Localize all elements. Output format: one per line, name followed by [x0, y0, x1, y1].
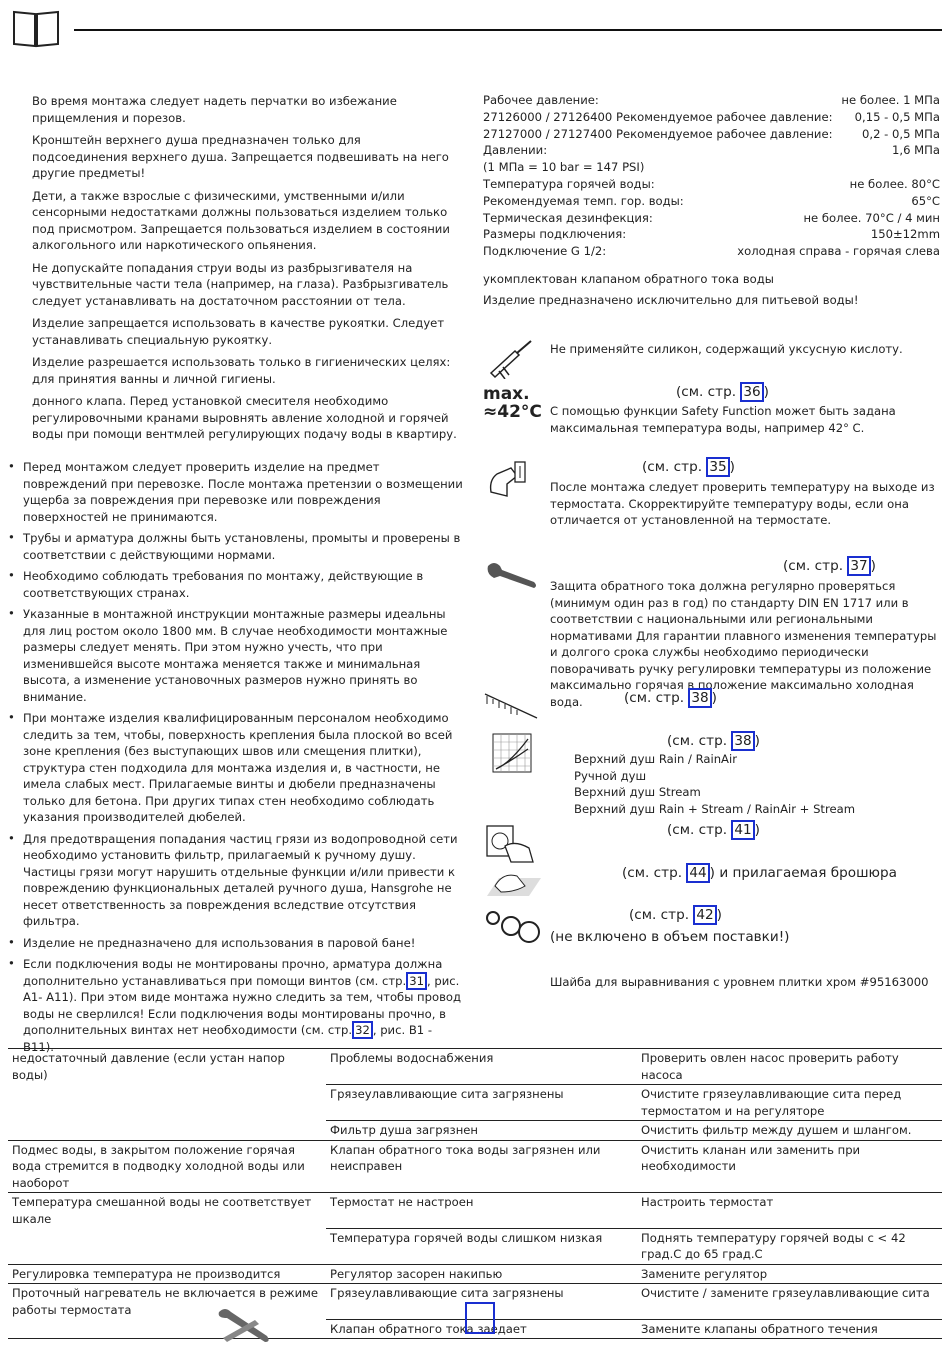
table-row: Регулировка температура не производится Регулятор засорен накипью Замените регулятор	[8, 1264, 942, 1284]
see-page-38b: (см. стр. 38 )	[667, 733, 760, 749]
page-ref-38a[interactable]: 38	[688, 688, 711, 708]
page-number-box	[465, 1302, 495, 1334]
thermometer-hand-icon	[487, 458, 535, 498]
see-page-35: (см. стр. 35 )	[642, 459, 735, 475]
cleaning-hand-icon	[485, 866, 543, 900]
see-page-41: (см. стр. 41 )	[667, 822, 760, 838]
list-item: • При монтаже изделия квалифицированным персоналом необходимо следить за тем, чтобы, поверхность крепления была плоской во всей зоне крепления (без выступающих швов или смещения плитки), структура стен подходила для монтажа изделия и, в частности, не имела слабых мест. Прилагаемые винты и дюбели предназначены только для бетона. При других типах стен необходимо соблюдать указания производителей дюбелей.	[8, 710, 453, 824]
page-ref-38b[interactable]: 38	[731, 731, 754, 751]
tile-plate-note: Шайба для выравнивания с уровнем плитки хром #95163000	[550, 975, 929, 989]
page-ref-36[interactable]: 36	[740, 382, 763, 402]
spare-parts-icon	[485, 908, 543, 944]
spec-row: Подключение G 1/2: холодная справа - горячая слева	[483, 244, 940, 259]
drinking-water-note: Изделие предназначено исключительно для питьевой воды!	[483, 293, 859, 307]
list-item: • Необходимо соблюдать требования по монтажу, действующие в соответствующих странах.	[8, 568, 424, 600]
see-page-36: (см. стр. 36 )	[676, 384, 769, 400]
table-row: Проточный нагреватель не включается в режиме работы термостата Грязеулавливающие сита загрязнены Очистите / замените грязеулавливающие сита	[8, 1284, 942, 1320]
flow-list	[574, 751, 855, 817]
max-label: max.	[483, 384, 530, 404]
backflow-text: Защита обратного тока должна регулярно проверяться (минимум один раз в год) по стандарту DIN EN 1717 или в соответствии с национальными или региональными нормативами Для гарантии плавного изменения температуры и долгого срока службы необходимо периодически поворачивать ручку регулировки температуры из положение максимально горячая в положение максимально холодная вода.	[550, 579, 937, 709]
spec-row: 27127000 / 27127400 Рекомендуемое рабочее давление: 0,2 - 0,5 МПа	[483, 126, 940, 141]
spec-row: (1 МПа = 10 bar = 147 PSI)	[483, 160, 645, 175]
valve-note: укомплектован клапаном обратного тока воды	[483, 272, 774, 286]
handle-operation-icon	[485, 822, 535, 864]
list-item: • Указанные в монтажной инструкции монтажные размеры идеальны для лиц ростом около 1800 мм. В случае необходимости монтажные размеры следует менять. При этом нужно учесть, что при изменившейся высоте монтажа меняется также и минимальная высота, а изменение установочных размеров нужно принять во внимание.	[8, 606, 448, 704]
spec-row: Рабочее давление: не более. 1 МПа	[483, 93, 940, 107]
spec-row: Температура горячей воды: не более. 80°C	[483, 176, 940, 191]
page-ref-32[interactable]: 32	[352, 1021, 373, 1039]
spec-row: Давлении: 1,6 МПа	[483, 143, 940, 158]
safety-note: Кронштейн верхнего душа предназначен только для подсоединения верхнего душа. Запрещается подвешивать на него другие предметы!	[32, 133, 449, 180]
page-ref-37[interactable]: 37	[847, 556, 870, 576]
book-icon	[12, 8, 60, 48]
page-ref-41[interactable]: 41	[731, 820, 754, 840]
page-ref-42[interactable]: 42	[693, 905, 716, 925]
safety-note: Дети, а также взрослые с физическими, умственными и/или сенсорными недостатками должны пользоваться изделием только под присмотром. Запрещается пользоваться изделием в состоянии алкогольного или наркотического опьянения.	[32, 188, 450, 252]
not-included-note: (не включено в объем поставки!)	[550, 929, 790, 945]
list-item: • Для предотвращения попадания частиц грязи из водопроводной сети необходимо установить фильтр, прилагаемый к ручному душу. Частицы грязи могут нарушить отдельные функции и/или привести к повреждению функциональных деталей ручного душа, Hansgrohe не несет ответственность за повреждения вследствие отсутствия фильтра.	[8, 830, 458, 928]
list-item: • Изделие не предназначено для использования в паровой бане!	[8, 934, 416, 950]
mounting-notes	[8, 459, 466, 1055]
safety-notes	[32, 93, 457, 443]
see-page-38a: (см. стр. 38 )	[624, 690, 717, 706]
see-page-37: (см. стр. 37 )	[783, 558, 876, 574]
table-row: Клапан обратного тока заедает Замените клапаны обратного течения	[8, 1319, 942, 1339]
page-ref-31[interactable]: 31	[406, 972, 427, 990]
table-row: Грязеулавливающие сита загрязнены Очистите грязеулавливающие сита перед термостатом и на регуляторе	[8, 1085, 942, 1121]
header-rule	[74, 29, 942, 31]
wrench-icon	[484, 560, 540, 590]
safety-note: Во время монтажа следует надеть перчатки во избежание прищемления и порезов.	[32, 94, 397, 125]
spec-row: Рекомендуемая темп. гор. воды: 65°C	[483, 193, 940, 208]
spec-row: Термическая дезинфекция: не более. 70°C / 4 мин	[483, 210, 940, 225]
list-item: • Если подключения воды не монтированы прочно, арматура должна дополнительно устанавливаться при помощи винтов (см. стр. 31 , рис. A1- A11). При этом виде монтажа нужно следить за тем, чтобы провод воды не сверлился! Если подключения воды монтированы прочно, в дополнительных винтах нет необходимости (см. стр. 32 , рис. B1 - B11).	[8, 956, 462, 1054]
spec-row: 27126000 / 27126400 Рекомендуемое рабочее давление: 0,15 - 0,5 МПа	[483, 109, 940, 124]
page-ref-35[interactable]: 35	[706, 457, 729, 477]
list-item: Верхний душ Stream	[574, 785, 701, 799]
safety-function-text: С помощью функции Safety Function может быть задана максимальная температура воды, например 42° C.	[550, 404, 896, 435]
list-item: Верхний душ Rain + Stream / RainAir + Stream	[574, 801, 856, 816]
list-item: Верхний душ Rain / RainAir	[574, 752, 737, 766]
table-row: Температура смешанной воды не соответствует шкале Термостат не настроен Настроить термостат	[8, 1193, 942, 1229]
page-ref-44[interactable]: 44	[686, 863, 709, 883]
spec-row: Размеры подключения: 150±12mm	[483, 227, 940, 242]
safety-note: Изделие разрешается использовать только в гигиенических целях: для принятия ванны и личной гигиены.	[32, 355, 451, 386]
adjust-temp-text: После монтажа следует проверить температуру на выходе из термостата. Скорректируйте температуру воды, если она отличается от установленной на термостате.	[550, 480, 935, 527]
table-row: Подмес воды, в закрытом положение горячая вода стремится в подводку холодной воды или наоборот Клапан обратного тока воды загрязнен или неисправен Очистить кланан или заменить при необходимости	[8, 1140, 942, 1193]
tools-icon	[215, 1306, 275, 1346]
list-item: Ручной душ	[574, 768, 647, 783]
see-page-44: (см. стр. 44 ) и прилагаемая брошюра	[622, 865, 897, 881]
temp-label: ≈42°C	[483, 402, 542, 422]
safety-note: Не допускайте попадания струи воды из разбрызгивателя на чувствительные части тела (например, на глаза). Разбрызгиватель следует устанавливать на достаточном расстоянии от тела.	[32, 260, 449, 308]
see-page-42: (см. стр. 42 )	[629, 907, 722, 923]
table-row: Температура горячей воды слишком низкая Поднять температуру горячей воды с < 42 град.С до 65 град.С	[8, 1228, 942, 1264]
list-item: • Трубы и арматура должны быть установлены, промыты и проверены в соответствии с действующими нормами.	[8, 530, 461, 562]
specs-table	[483, 92, 940, 260]
list-item: • Перед монтажом следует проверить изделие на предмет повреждений при перевозке. После монтажа претензии о возмещении ущерба за повреждения при перевозке или повреждения поверхностей не принимаются.	[8, 459, 463, 524]
table-row: недостаточный давление (если устан напор воды) Проблемы водоснабжения Проверить овлен насос проверить работу насоса	[8, 1049, 942, 1085]
safety-note: Изделие запрещается использовать в качестве рукоятки. Следует устанавливать специальную рукоятку.	[32, 316, 445, 347]
troubleshooting-table	[8, 1048, 942, 1339]
safety-note: донного клапа. Перед установкой смесителя необходимо регулировочными кранами выровнять авление холодной и горячей воды при помощи вентмлей регулирующих подачу воды в квартиру.	[32, 394, 457, 441]
ruler-icon	[483, 690, 539, 724]
silicone-gun-icon	[485, 337, 535, 379]
silicone-warning: Не применяйте силикон, содержащий уксусную кислоту.	[550, 342, 903, 356]
table-row: Фильтр душа загрязнен Очистить фильтр между душем и шлангом.	[8, 1121, 942, 1141]
flow-chart-icon	[492, 733, 532, 773]
